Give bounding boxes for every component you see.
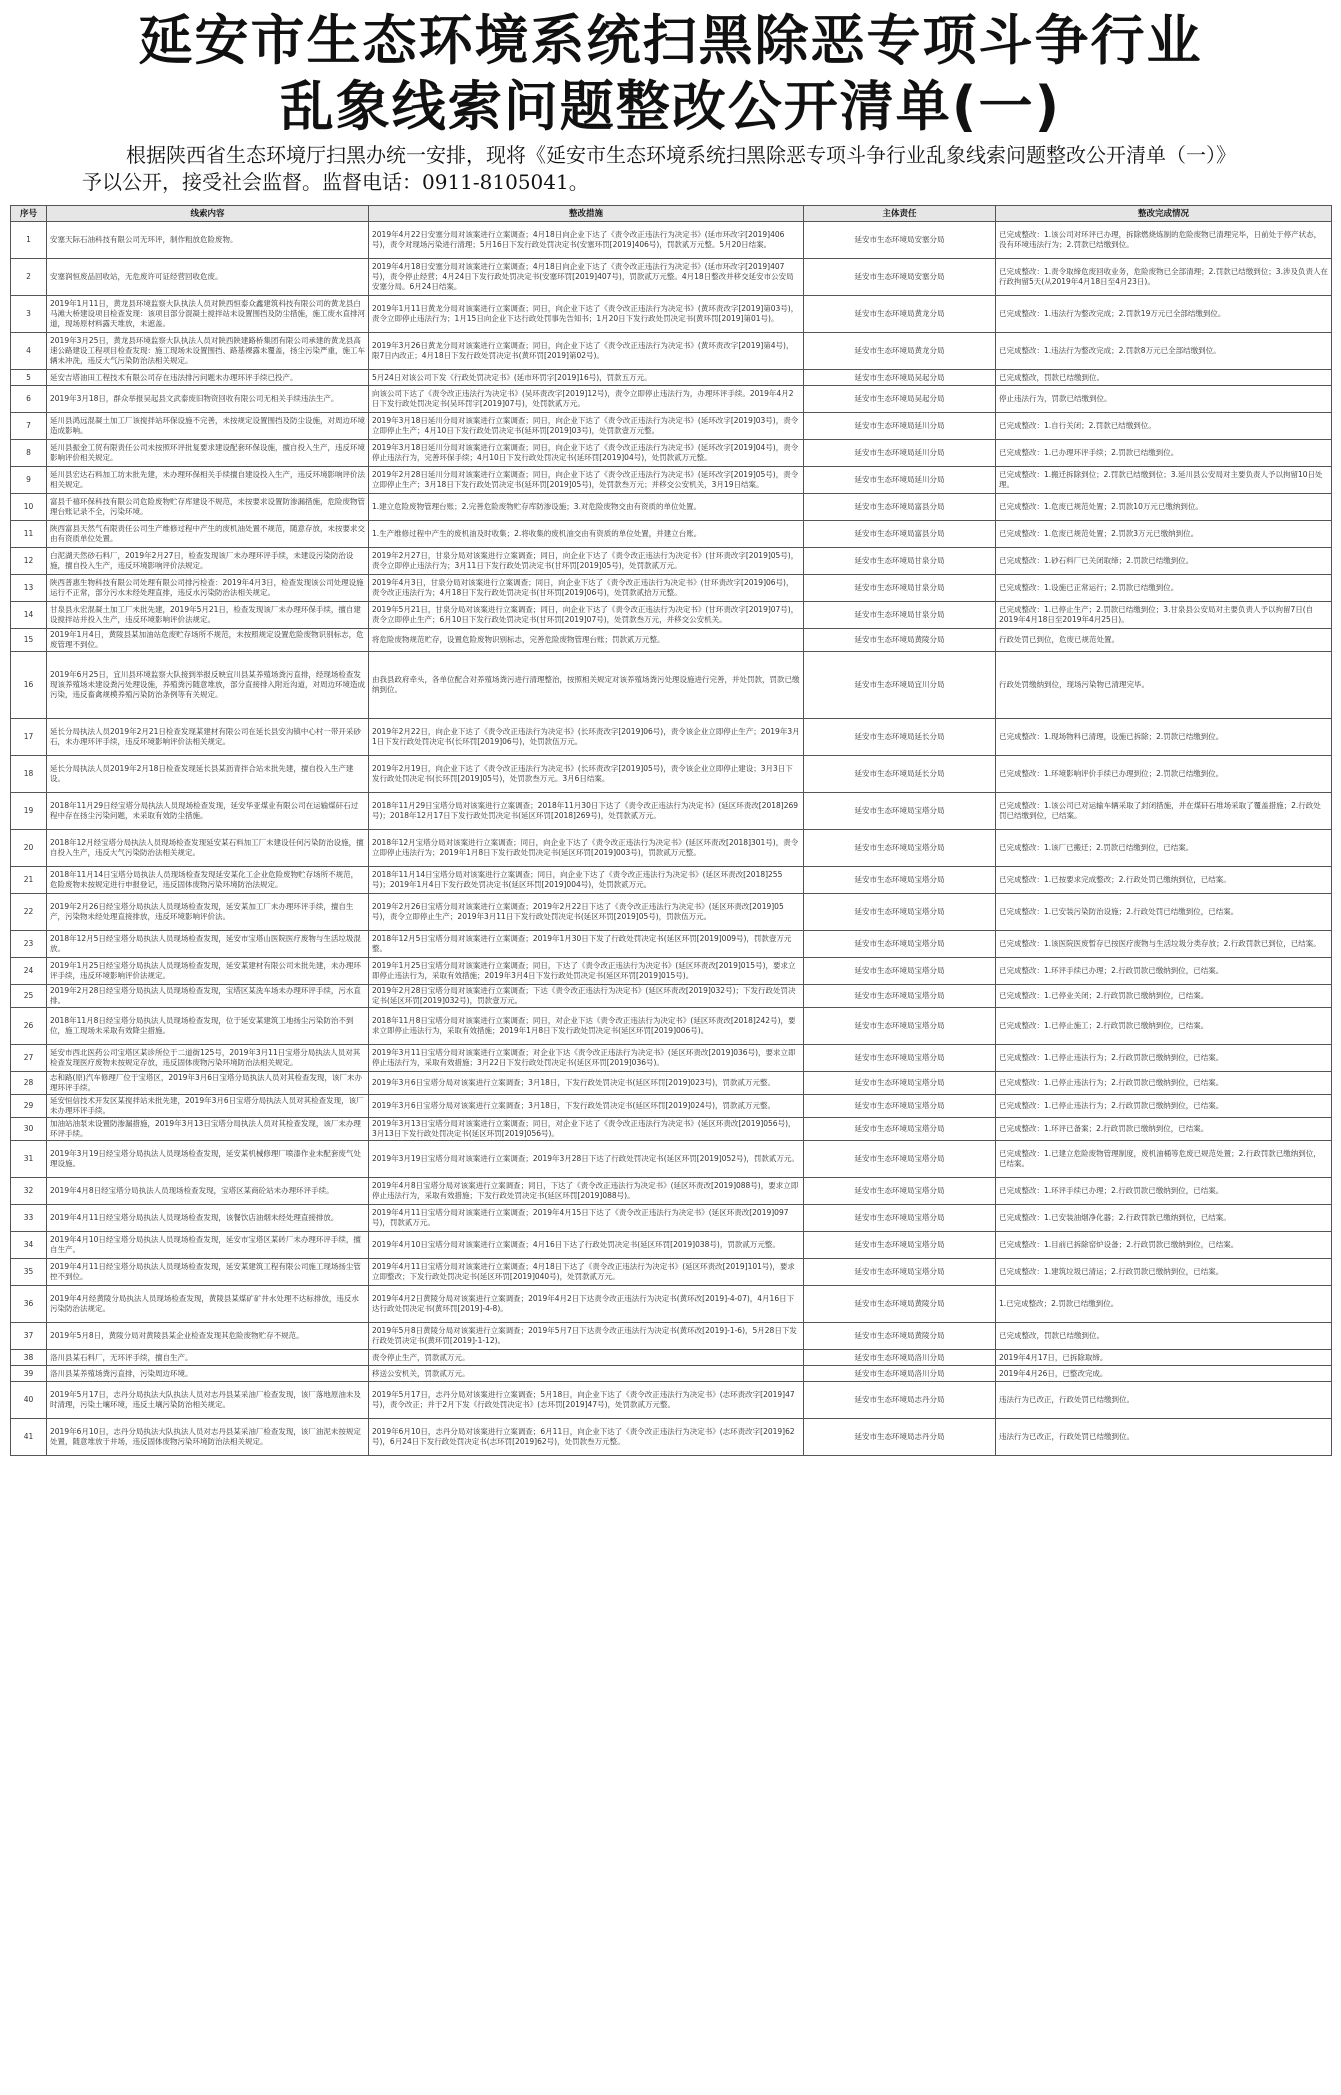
responsible-party: 延安市生态环境局吴起分局 bbox=[804, 370, 996, 386]
responsible-party: 延安市生态环境局富县分局 bbox=[804, 521, 996, 548]
responsible-party: 延安市生态环境局宝塔分局 bbox=[804, 793, 996, 830]
table-row bbox=[11, 386, 1332, 413]
rectification-measures: 2018年11月29日宝塔分局对该案进行立案调查；2018年11月30日下达了《责令改正违法行为决定书》(延区环责改[2018]269号)；2018年12月17日下发行政处罚决定书(延区环罚[2018]269号)，处罚款贰万元。 bbox=[369, 793, 804, 830]
responsible-party: 延安市生态环境局黄龙分局 bbox=[804, 296, 996, 333]
table-row bbox=[11, 958, 1332, 985]
rectification-measures: 责令停止生产，罚款贰万元。 bbox=[369, 1350, 804, 1366]
completion-status: 已完成整改：1.已停止施工；2.行政罚款已缴纳到位，已结案。 bbox=[996, 1008, 1332, 1045]
title-line-1: 延安市生态环境系统扫黑除恶专项斗争行业 bbox=[138, 9, 1203, 72]
completion-status: 已完成整改：1.已安装污染防治设施；2.行政处罚已结缴到位，已结案。 bbox=[996, 894, 1332, 931]
completion-status: 已完成整改：1.设施已正常运行；2.罚款已结缴到位。 bbox=[996, 575, 1332, 602]
rectification-measures: 2018年12月宝塔分局对该案进行立案调查；同日，向企业下达了《责令改正违法行为决定书》(延区环责改[2018]301号)，责令立即停止违法行为；2019年1月8日下发行政处罚决定书(延区环罚[2019]003号)，罚款贰万元整。 bbox=[369, 830, 804, 867]
clue-content: 延安恒信技术开发区某搅拌站未批先建，2019年3月6日宝塔分局执法人员对其检查发现，该厂未办理环评手续。 bbox=[47, 1095, 369, 1118]
rectification-measures: 2019年5月17日，志丹分局对该案进行立案调查；5月18日，向企业下达了《责令改正违法行为决定书》(志环责改字[2019]47号)，责令改正；并于2月下发《行政处罚决定书》(志环罚[2019]47号)，处罚款贰万元整。 bbox=[369, 1382, 804, 1419]
rectification-measures: 1.建立危险废物管理台账；2.完善危险废物贮存库防渗设施；3.对危险废物交由有资质的单位处置。 bbox=[369, 494, 804, 521]
table-row bbox=[11, 440, 1332, 467]
clue-content: 延川县振金工贸有限责任公司未按照环评批复要求建设配套环保设施，擅自投入生产，违反环境影响评价相关规定。 bbox=[47, 440, 369, 467]
completion-status: 已完成整改：1.该公司对环评已办理，拆除燃烧炼制的危险废物已清理完毕，日前处于停产状态，没有环境违法行为；2.罚款已结缴到位。 bbox=[996, 222, 1332, 259]
row-number: 41 bbox=[11, 1419, 47, 1456]
responsible-party: 延安市生态环境局富县分局 bbox=[804, 494, 996, 521]
row-number: 18 bbox=[11, 756, 47, 793]
clue-content: 安塞润恒废品回收站，无危废许可证经营回收危废。 bbox=[47, 259, 369, 296]
clue-content: 延川县鸿远混凝土加工厂该搅拌站环保设施不完善，未按规定设置围挡及防尘设施，对周边环境造成影响。 bbox=[47, 413, 369, 440]
responsible-party: 延安市生态环境局安塞分局 bbox=[804, 259, 996, 296]
responsible-party: 延安市生态环境局宝塔分局 bbox=[804, 1045, 996, 1072]
clue-content: 洛川县某石料厂，无环评手续，擅自生产。 bbox=[47, 1350, 369, 1366]
clue-content: 白泥湖天然砂石料厂，2019年2月27日，检查发现该厂未办理环评手续，未建设污染防治设施，擅自投入生产，违反环境影响评价法规定。 bbox=[47, 548, 369, 575]
clue-content: 延安吉塔油田工程技术有限公司存在违法排污问题未办理环评手续已投产。 bbox=[47, 370, 369, 386]
clue-content: 2019年4月10日经宝塔分局执法人员现场检查发现，延安市宝塔区某砖厂未办理环评手续，擅自生产。 bbox=[47, 1232, 369, 1259]
rectification-measures: 2018年11月14日宝塔分局对该案进行立案调查；同日，向企业下达了《责令改正违法行为决定书》(延区环责改[2018]255号)；2019年1月4日下发行政处罚决定书(延区环罚[2019]004号)，处罚款贰万元。 bbox=[369, 867, 804, 894]
clue-content: 加油站油泵未设置防渗漏措施，2019年3月13日宝塔分局执法人员对其检查发现，该厂未办理环评手续。 bbox=[47, 1118, 369, 1141]
row-number: 22 bbox=[11, 894, 47, 931]
table-row bbox=[11, 1419, 1332, 1456]
rectification-measures: 2019年4月11日宝塔分局对该案进行立案调查；4月18日下达了《责令改正违法行为决定书》(延区环责改[2019]101号)，要求立即整改；下发行政处罚决定书(延区环罚[2019]040号)，处罚款贰万元。 bbox=[369, 1259, 804, 1286]
completion-status: 已完成整改：1.建筑垃圾已清运；2.行政罚款已缴纳到位，已结案。 bbox=[996, 1259, 1332, 1286]
completion-status: 已完成整改：1.目前已拆除窑炉设备；2.行政罚款已缴纳到位，已结案。 bbox=[996, 1232, 1332, 1259]
clue-content: 2019年1月25日经宝塔分局执法人员现场检查发现，延安某建材有限公司未批先建，未办理环评手续，违反环境影响评价法规定。 bbox=[47, 958, 369, 985]
clue-content: 陕西普惠生物科技有限公司处理有限公司排污检查：2019年4月3日，检查发现该公司处理设施运行不正常，部分污水未经处理直排，违反水污染防治法相关规定。 bbox=[47, 575, 369, 602]
table-row bbox=[11, 985, 1332, 1008]
responsible-party: 延安市生态环境局延长分局 bbox=[804, 756, 996, 793]
table-row bbox=[11, 1323, 1332, 1350]
clue-content: 2019年4月8日经宝塔分局执法人员现场检查发现，宝塔区某商砼站未办理环评手续。 bbox=[47, 1178, 369, 1205]
completion-status: 已完成整改：1.现场物料已清理，设施已拆除；2.罚款已结缴到位。 bbox=[996, 719, 1332, 756]
completion-status: 已完成整改：1.环评已备案；2.行政罚款已缴纳到位，已结案。 bbox=[996, 1118, 1332, 1141]
row-number: 14 bbox=[11, 602, 47, 629]
row-number: 1 bbox=[11, 222, 47, 259]
clue-content: 2018年12月经宝塔分局执法人员现场检查发现延安某石料加工厂未建设任何污染防治设施，擅自投入生产，违反大气污染防治法相关规定。 bbox=[47, 830, 369, 867]
table-row bbox=[11, 521, 1332, 548]
rectification-measures: 向该公司下达了《责令改正违法行为决定书》(吴环责改字[2019]12号)，责令立即停止违法行为，办理环评手续。2019年4月2日下发行政处罚决定书(吴环罚字[2019]07号)，处罚款贰万元。 bbox=[369, 386, 804, 413]
table-row bbox=[11, 494, 1332, 521]
row-number: 6 bbox=[11, 386, 47, 413]
row-number: 27 bbox=[11, 1045, 47, 1072]
clue-content: 2019年4月经黄陵分局执法人员现场检查发现，黄陵县某煤矿矿井水处理不达标排放，违反水污染防治法规定。 bbox=[47, 1286, 369, 1323]
clue-content: 2019年4月11日经宝塔分局执法人员现场检查发现，延安某建筑工程有限公司施工现场扬尘管控不到位。 bbox=[47, 1259, 369, 1286]
responsible-party: 延安市生态环境局志丹分局 bbox=[804, 1382, 996, 1419]
clue-content: 2018年12月5日经宝塔分局执法人员现场检查发现，延安市宝塔山医院医疗废物与生活垃圾混放。 bbox=[47, 931, 369, 958]
row-number: 25 bbox=[11, 985, 47, 1008]
rectification-measures: 2019年1月11日黄龙分局对该案进行立案调查；同日，向企业下达了《责令改正违法行为决定书》(黄环责改字[2019]第03号)，责令立即停止违法行为；1月15日向企业下达行政处罚事先告知书；1月20日下发行政处罚决定书(黄环罚[2019]第01号)。 bbox=[369, 296, 804, 333]
responsible-party: 延安市生态环境局宝塔分局 bbox=[804, 894, 996, 931]
row-number: 8 bbox=[11, 440, 47, 467]
clue-content: 2019年1月4日，黄陵县某加油站危废贮存场所不规范，未按照规定设置危险废物识别标志，危废管理不到位。 bbox=[47, 629, 369, 652]
responsible-party: 延安市生态环境局安塞分局 bbox=[804, 222, 996, 259]
row-number: 39 bbox=[11, 1366, 47, 1382]
responsible-party: 延安市生态环境局宝塔分局 bbox=[804, 867, 996, 894]
rectification-measures: 2019年3月18日延川分局对该案进行立案调查；同日，向企业下达了《责令改正违法行为决定书》(延环改字[2019]03号)，责令立即停止生产；4月10日下发行政处罚决定书(延环罚[2019]03号)，处罚款壹万元整。 bbox=[369, 413, 804, 440]
header-no: 序号 bbox=[11, 206, 47, 222]
rectification-measures: 2019年3月26日黄龙分局对该案进行立案调查；同日，向企业下达了《责令改正违法行为决定书》(黄环责改字[2019]第4号)，限7日内改正；4月18日下发行政处罚决定书(黄环罚[2019]第02号)。 bbox=[369, 333, 804, 370]
rectification-measures: 2019年2月19日，向企业下达了《责令改正违法行为决定书》(长环责改字[2019]05号)，责令该企业立即停止建设；3月3日下发行政处罚决定书(长环罚[2019]05号)，处罚款叁万元。3月6日结案。 bbox=[369, 756, 804, 793]
header-responsibility: 主体责任 bbox=[804, 206, 996, 222]
completion-status: 已完成整改：1.已安装油烟净化器；2.行政罚款已缴纳到位，已结案。 bbox=[996, 1205, 1332, 1232]
rectification-measures: 2019年3月19日宝塔分局对该案进行立案调查；2019年3月28日下达了行政处罚决定书(延区环罚[2019]052号)，罚款贰万元。 bbox=[369, 1141, 804, 1178]
responsible-party: 延安市生态环境局甘泉分局 bbox=[804, 548, 996, 575]
row-number: 23 bbox=[11, 931, 47, 958]
responsible-party: 延安市生态环境局宝塔分局 bbox=[804, 1072, 996, 1095]
completion-status: 1.已完成整改；2.罚款已结缴到位。 bbox=[996, 1286, 1332, 1323]
table-row bbox=[11, 894, 1332, 931]
responsible-party: 延安市生态环境局宜川分局 bbox=[804, 652, 996, 719]
table-row bbox=[11, 1382, 1332, 1419]
table-row bbox=[11, 756, 1332, 793]
table-row bbox=[11, 629, 1332, 652]
row-number: 20 bbox=[11, 830, 47, 867]
row-number: 37 bbox=[11, 1323, 47, 1350]
rectification-measures: 2019年2月22日，向企业下达了《责令改正违法行为决定书》(长环责改字[2019]06号)，责令该企业立即停止生产；2019年3月1日下发行政处罚决定书(长环罚[2019]06号)，处罚款伍万元。 bbox=[369, 719, 804, 756]
row-number: 9 bbox=[11, 467, 47, 494]
rectification-measures: 2018年11月8日宝塔分局对该案进行立案调查；同日，对企业下达《责令改正违法行为决定书》(延区环责改[2018]242号)，要求立即停止违法行为，采取有效措施；2019年1月8日下发行政处罚决定书(延区环罚[2019]006号)。 bbox=[369, 1008, 804, 1045]
responsible-party: 延安市生态环境局宝塔分局 bbox=[804, 1259, 996, 1286]
rectification-measures: 2019年3月6日宝塔分局对该案进行立案调查；3月18日，下发行政处罚决定书(延区环罚[2019]024号)，罚款贰万元整。 bbox=[369, 1095, 804, 1118]
rectification-table bbox=[10, 205, 1332, 1456]
row-number: 19 bbox=[11, 793, 47, 830]
table-row bbox=[11, 931, 1332, 958]
table-row bbox=[11, 296, 1332, 333]
completion-status: 违法行为已改正，行政处罚已结缴到位。 bbox=[996, 1419, 1332, 1456]
rectification-measures: 2019年4月11日宝塔分局对该案进行立案调查；2019年4月15日下达了《责令改正违法行为决定书》(延区环责改[2019]097号)，罚款贰万元。 bbox=[369, 1205, 804, 1232]
clue-content: 延长分局执法人员2019年2月21日检查发现某建材有限公司在延长县安沟镇中心村一带开采砂石，未办理环评手续，违反环境影响评价法相关规定。 bbox=[47, 719, 369, 756]
table-row bbox=[11, 333, 1332, 370]
clue-content: 2019年3月19日经宝塔分局执法人员现场检查发现，延安某机械修理厂喷漆作业未配套废气处理设施。 bbox=[47, 1141, 369, 1178]
clue-content: 2019年4月11日经宝塔分局执法人员现场检查发现，该餐饮店油烟未经处理直接排放。 bbox=[47, 1205, 369, 1232]
row-number: 35 bbox=[11, 1259, 47, 1286]
responsible-party: 延安市生态环境局宝塔分局 bbox=[804, 958, 996, 985]
table-row bbox=[11, 370, 1332, 386]
clue-content: 陕西富县天然气有限责任公司生产维修过程中产生的废机油处置不规范，随意存放，未按要求交由有资质单位处置。 bbox=[47, 521, 369, 548]
table-row bbox=[11, 652, 1332, 719]
table-row bbox=[11, 719, 1332, 756]
row-number: 12 bbox=[11, 548, 47, 575]
rectification-measures: 移送公安机关，罚款贰万元。 bbox=[369, 1366, 804, 1382]
completion-status: 已完成整改：1.环境影响评价手续已办理到位；2.罚款已结缴到位。 bbox=[996, 756, 1332, 793]
row-number: 7 bbox=[11, 413, 47, 440]
table-row bbox=[11, 1205, 1332, 1232]
responsible-party: 延安市生态环境局延川分局 bbox=[804, 440, 996, 467]
completion-status: 已完成整改，罚款已结缴到位。 bbox=[996, 1323, 1332, 1350]
rectification-measures: 2019年4月2日黄陵分局对该案进行立案调查；2019年4月2日下达责令改正违法行为决定书(黄环改[2019]-4-07)，4月16日下达行政处罚决定书(黄环罚[2019]-4-8)。 bbox=[369, 1286, 804, 1323]
responsible-party: 延安市生态环境局洛川分局 bbox=[804, 1366, 996, 1382]
responsible-party: 延安市生态环境局延长分局 bbox=[804, 719, 996, 756]
responsible-party: 延安市生态环境局宝塔分局 bbox=[804, 1141, 996, 1178]
table-row bbox=[11, 1008, 1332, 1045]
clue-content: 2018年11月29日经宝塔分局执法人员现场检查发现，延安华亚煤业有限公司在运输煤矸石过程中存在扬尘污染问题，未采取有效防尘措施。 bbox=[47, 793, 369, 830]
page-title bbox=[0, 8, 1341, 140]
responsible-party: 延安市生态环境局宝塔分局 bbox=[804, 830, 996, 867]
table-row bbox=[11, 793, 1332, 830]
rectification-measures: 2019年4月8日宝塔分局对该案进行立案调查；同日，下达了《责令改正违法行为决定书》(延区环责改[2019]088号)，要求立即停止违法行为，采取有效措施；下发行政处罚决定书(延区环罚[2019]088号)。 bbox=[369, 1178, 804, 1205]
rectification-measures: 2019年2月28日延川分局对该案进行立案调查；同日，向企业下达了《责令改正违法行为决定书》(延环改字[2019]05号)，责令立即停止生产；3月18日下发行政处罚决定书(延环罚[2019]05号)，处罚款叁万元；并移交公安机关，3月19日结案。 bbox=[369, 467, 804, 494]
row-number: 34 bbox=[11, 1232, 47, 1259]
table-row bbox=[11, 1072, 1332, 1095]
row-number: 31 bbox=[11, 1141, 47, 1178]
row-number: 29 bbox=[11, 1095, 47, 1118]
row-number: 24 bbox=[11, 958, 47, 985]
completion-status: 已完成整改：1.已停止违法行为；2.行政罚款已缴纳到位，已结案。 bbox=[996, 1045, 1332, 1072]
responsible-party: 延安市生态环境局宝塔分局 bbox=[804, 1008, 996, 1045]
table-row bbox=[11, 222, 1332, 259]
completion-status: 已完成整改：1.砂石料厂已关闭取缔；2.罚款已结缴到位。 bbox=[996, 548, 1332, 575]
rectification-measures: 5月24日对该公司下发《行政处罚决定书》(延市环罚字[2019]16号)，罚款五万元。 bbox=[369, 370, 804, 386]
table-row bbox=[11, 1095, 1332, 1118]
responsible-party: 延安市生态环境局宝塔分局 bbox=[804, 1178, 996, 1205]
clue-content: 2019年3月18日，群众举报吴起县文武泰废旧物资回收有限公司无相关手续违法生产。 bbox=[47, 386, 369, 413]
clue-content: 2018年11月8日经宝塔分局执法人员现场检查发现，位于延安某建筑工地扬尘污染防治不到位，施工现场未采取有效降尘措施。 bbox=[47, 1008, 369, 1045]
rectification-measures: 2019年5月21日，甘泉分局对该案进行立案调查；同日，向企业下达了《责令改正违法行为决定书》(甘环责改字[2019]07号)，责令立即停止生产；6月10日下发行政处罚决定书(甘环罚[2019]07号)，处罚款叁万元，并移交公安机关。 bbox=[369, 602, 804, 629]
table-row bbox=[11, 1366, 1332, 1382]
rectification-measures: 2019年4月3日，甘泉分局对该案进行立案调查；同日，向企业下达了《责令改正违法行为决定书》(甘环责改字[2019]06号)，责令改正违法行为；4月18日下发行政处罚决定书(甘环罚[2019]06号)，处罚款贰拾万元整。 bbox=[369, 575, 804, 602]
completion-status: 2019年4月17日，已拆除取缔。 bbox=[996, 1350, 1332, 1366]
table-row bbox=[11, 867, 1332, 894]
row-number: 3 bbox=[11, 296, 47, 333]
row-number: 4 bbox=[11, 333, 47, 370]
table-row bbox=[11, 1178, 1332, 1205]
rectification-measures: 2019年1月25日宝塔分局对该案进行立案调查；同日，下达了《责令改正违法行为决定书》(延区环责改[2019]015号)，要求立即停止违法行为，采取有效措施；2019年3月4日下发行政处罚决定书(延区环罚[2019]015号)。 bbox=[369, 958, 804, 985]
completion-status: 已完成整改：1.危废已规范处置；2.罚款10万元已缴纳到位。 bbox=[996, 494, 1332, 521]
rectification-measures: 2019年2月26日宝塔分局对该案进行立案调查；2019年2月22日下达了《责令改正违法行为决定书》(延区环责改[2019]05号)，责令立即停止生产；2019年3月11日下发行政处罚决定书(延区环罚[2019]05号)，罚款伍万元。 bbox=[369, 894, 804, 931]
rectification-measures: 2019年2月28日宝塔分局对该案进行立案调查；下达《责令改正违法行为决定书》(延区环责改[2019]032号)；下发行政处罚决定书(延区环罚[2019]032号)，罚款壹万元。 bbox=[369, 985, 804, 1008]
clue-content: 延川县宏达石料加工坊未批先建，未办理环保相关手续擅自建设投入生产，违反环境影响评价法相关规定。 bbox=[47, 467, 369, 494]
row-number: 33 bbox=[11, 1205, 47, 1232]
header-measures: 整改措施 bbox=[369, 206, 804, 222]
completion-status: 已完成整改，罚款已结缴到位。 bbox=[996, 370, 1332, 386]
responsible-party: 延安市生态环境局洛川分局 bbox=[804, 1350, 996, 1366]
intro-line-2: 予以公开，接受社会监督。监督电话：0911-8105041。 bbox=[82, 170, 589, 194]
completion-status: 违法行为已改正，行政处罚已结缴到位。 bbox=[996, 1382, 1332, 1419]
table-row bbox=[11, 1259, 1332, 1286]
completion-status: 行政处罚缴纳到位，现场污染物已清理完毕。 bbox=[996, 652, 1332, 719]
completion-status: 已完成整改：1.环评手续已办理；2.行政罚款已缴纳到位，已结案。 bbox=[996, 1178, 1332, 1205]
row-number: 21 bbox=[11, 867, 47, 894]
clue-content: 2019年2月26日经宝塔分局执法人员现场检查发现，延安某加工厂未办理环评手续，擅自生产，污染物未经处理直接排放，违反环境影响评价法。 bbox=[47, 894, 369, 931]
rectification-measures: 2019年5月8日黄陵分局对该案进行立案调查；2019年5月7日下达责令改正违法行为决定书(黄环改[2019]-1-6)，5月28日下发行政处罚决定书(黄环罚[2019]-1-12)。 bbox=[369, 1323, 804, 1350]
intro-line-1: 根据陕西省生态环境厅扫黑办统一安排，现将《延安市生态环境系统扫黑除恶专项斗争行业乱象线索问题整改公开清单（一）》 bbox=[126, 143, 1236, 167]
rectification-measures: 2019年2月27日，甘泉分局对该案进行立案调查；同日，向企业下达了《责令改正违法行为决定书》(甘环责改字[2019]05号)，责令立即停止违法行为；3月11日下发行政处罚决定书(甘环罚[2019]05号)，处罚款贰万元。 bbox=[369, 548, 804, 575]
table-header-row bbox=[11, 206, 1332, 222]
table-row bbox=[11, 1350, 1332, 1366]
completion-status: 已完成整改：1.已按要求完成整改；2.行政处罚已缴纳到位，已结案。 bbox=[996, 867, 1332, 894]
clue-content: 富县千禧环保科技有限公司危险废物贮存库建设不规范，未按要求设置防渗漏措施，危险废物管理台账记录不全，污染环境。 bbox=[47, 494, 369, 521]
clue-content: 志和路(原)汽车修理厂位于宝塔区，2019年3月6日宝塔分局执法人员对其检查发现，该厂未办理环评手续。 bbox=[47, 1072, 369, 1095]
responsible-party: 延安市生态环境局宝塔分局 bbox=[804, 985, 996, 1008]
table-row bbox=[11, 1232, 1332, 1259]
responsible-party: 延安市生态环境局宝塔分局 bbox=[804, 1205, 996, 1232]
responsible-party: 延安市生态环境局宝塔分局 bbox=[804, 1118, 996, 1141]
completion-status: 已完成整改：1.已办理环评手续；2.罚款已结缴到位。 bbox=[996, 440, 1332, 467]
rectification-measures: 2019年3月6日宝塔分局对该案进行立案调查；3月18日，下发行政处罚决定书(延区环罚[2019]023号)，罚款贰万元整。 bbox=[369, 1072, 804, 1095]
row-number: 2 bbox=[11, 259, 47, 296]
responsible-party: 延安市生态环境局甘泉分局 bbox=[804, 602, 996, 629]
clue-content: 2019年1月11日，黄龙县环境监察大队执法人员对陕西恒泰众鑫建筑科技有限公司的黄龙县白马滩大桥建设项目检查发现：该项目部分混凝土搅拌站未设置围挡及防尘措施，施工废水直排河道，现场原材料露天堆放，未遮盖。 bbox=[47, 296, 369, 333]
row-number: 10 bbox=[11, 494, 47, 521]
row-number: 26 bbox=[11, 1008, 47, 1045]
clue-content: 2019年6月10日，志丹分局执法大队执法人员对志丹县某采油厂检查发现，该厂油泥未按规定处置，随意堆放于井场，违反固体废物污染环境防治法相关规定。 bbox=[47, 1419, 369, 1456]
completion-status: 已完成整改：1.该公司已对运输车辆采取了封闭措施，并在煤矸石堆场采取了覆盖措施；2.行政处罚已结缴到位，已结案。 bbox=[996, 793, 1332, 830]
row-number: 13 bbox=[11, 575, 47, 602]
rectification-measures: 2018年12月5日宝塔分局对该案进行立案调查；2019年1月30日下发了行政处罚决定书(延区环罚[2019]009号)，罚款壹万元整。 bbox=[369, 931, 804, 958]
table-row bbox=[11, 413, 1332, 440]
completion-status: 已完成整改：1.已停止生产；2.罚款已结缴到位；3.甘泉县公安局对主要负责人予以拘留7日(自2019年4月18日至2019年4月25日)。 bbox=[996, 602, 1332, 629]
responsible-party: 延安市生态环境局黄陵分局 bbox=[804, 1286, 996, 1323]
responsible-party: 延安市生态环境局黄龙分局 bbox=[804, 333, 996, 370]
responsible-party: 延安市生态环境局宝塔分局 bbox=[804, 1095, 996, 1118]
table-row bbox=[11, 830, 1332, 867]
clue-content: 甘泉县永宏混凝土加工厂未批先建，2019年5月21日，检查发现该厂未办理环保手续，擅自建设搅拌站并投入生产，违反环境影响评价法规定。 bbox=[47, 602, 369, 629]
responsible-party: 延安市生态环境局甘泉分局 bbox=[804, 575, 996, 602]
row-number: 16 bbox=[11, 652, 47, 719]
responsible-party: 延安市生态环境局黄陵分局 bbox=[804, 1323, 996, 1350]
clue-content: 延安市西北医药公司宝塔区某诊所位于二道街125号，2019年3月11日宝塔分局执法人员对其检查发现医疗废物未按规定存放，违反固体废物污染环境防治法相关规定。 bbox=[47, 1045, 369, 1072]
responsible-party: 延安市生态环境局宝塔分局 bbox=[804, 1232, 996, 1259]
completion-status: 停止违法行为，罚款已结缴到位。 bbox=[996, 386, 1332, 413]
clue-content: 2019年5月17日，志丹分局执法大队执法人员对志丹县某采油厂检查发现，该厂落地原油未及时清理，污染土壤环境，违反土壤污染防治相关规定。 bbox=[47, 1382, 369, 1419]
clue-content: 2019年2月28日经宝塔分局执法人员现场检查发现，宝塔区某洗车场未办理环评手续，污水直排。 bbox=[47, 985, 369, 1008]
clue-content: 2018年11月14日宝塔分局执法人员现场检查发现延安某化工企业危险废物贮存场所不规范，危险废物未按规定进行申报登记，违反固体废物污染环境防治法规定。 bbox=[47, 867, 369, 894]
row-number: 17 bbox=[11, 719, 47, 756]
rectification-measures: 2019年4月10日宝塔分局对该案进行立案调查；4月16日下达了行政处罚决定书(延区环罚[2019]038号)，罚款贰万元整。 bbox=[369, 1232, 804, 1259]
clue-content: 2019年6月25日，宜川县环境监察大队接到举报反映宜川县某养殖场粪污直排，经现场检查发现该养殖场未建设粪污处理设施，养殖粪污随意堆放，部分直接排入附近沟道，对周边环境造成污染，违反畜禽规模养殖污染防治条例等有关规定。 bbox=[47, 652, 369, 719]
clue-content: 延长分局执法人员2019年2月18日检查发现延长县某沥青拌合站未批先建，擅自投入生产建设。 bbox=[47, 756, 369, 793]
completion-status: 已完成整改：1.环评手续已办理；2.行政罚款已缴纳到位，已结案。 bbox=[996, 958, 1332, 985]
clue-content: 2019年3月25日，黄龙县环境监察大队执法人员对陕西陕建路桥集团有限公司承建的黄龙县高速公路建设工程项目检查发现：施工现场未设置围挡、路基裸露未覆盖，扬尘污染严重，施工车辆未冲洗，违反大气污染防治法相关规定。 bbox=[47, 333, 369, 370]
row-number: 15 bbox=[11, 629, 47, 652]
completion-status: 行政处罚已到位，危废已规范处置。 bbox=[996, 629, 1332, 652]
rectification-measures: 1.生产维修过程中产生的废机油及时收集；2.将收集的废机油交由有资质的单位处置，并建立台账。 bbox=[369, 521, 804, 548]
clue-content: 安塞天际石油科技有限公司无环评，制作粗放危险废物。 bbox=[47, 222, 369, 259]
clue-content: 洛川县某养殖场粪污直排，污染周边环境。 bbox=[47, 1366, 369, 1382]
rectification-measures: 将危险废物规范贮存，设置危险废物识别标志，完善危险废物管理台账；罚款贰万元整。 bbox=[369, 629, 804, 652]
table-row bbox=[11, 1286, 1332, 1323]
responsible-party: 延安市生态环境局志丹分局 bbox=[804, 1419, 996, 1456]
title-line-2: 乱象线索问题整改公开清单(一) bbox=[279, 75, 1062, 138]
rectification-measures: 2019年6月10日，志丹分局对该案进行立案调查；6月11日，向企业下达了《责令改正违法行为决定书》(志环责改字[2019]62号)，6月24日下发行政处罚决定书(志环罚[2019]62号)，处罚款叁万元整。 bbox=[369, 1419, 804, 1456]
table-row bbox=[11, 1118, 1332, 1141]
rectification-measures: 2019年4月18日安塞分局对该案进行立案调查；4月18日向企业下达了《责令改正违法行为决定书》(延市环改字[2019]407号)，责令停止经营；4月24日下发行政处罚决定书(安塞环罚[2019]407号)，罚款贰万元整。4月18日整改并移交延安市公安局安塞分局。6月24日结案。 bbox=[369, 259, 804, 296]
completion-status: 已完成整改：1.已停业关闭；2.行政罚款已缴纳到位，已结案。 bbox=[996, 985, 1332, 1008]
completion-status: 已完成整改：1.搬迁拆除到位；2.罚款已结缴到位；3.延川县公安局对主要负责人予以拘留10日处理。 bbox=[996, 467, 1332, 494]
header-status: 整改完成情况 bbox=[996, 206, 1332, 222]
table-row bbox=[11, 467, 1332, 494]
responsible-party: 延安市生态环境局吴起分局 bbox=[804, 386, 996, 413]
row-number: 11 bbox=[11, 521, 47, 548]
completion-status: 已完成整改：1.自行关闭；2.罚款已结缴到位。 bbox=[996, 413, 1332, 440]
rectification-measures: 2019年3月11日宝塔分局对该案进行立案调查；对企业下达《责令改正违法行为决定书》(延区环责改[2019]036号)，要求立即停止违法行为，采取有效措施；3月22日下发行政处罚决定书(延区环罚[2019]036号)。 bbox=[369, 1045, 804, 1072]
intro-paragraph bbox=[82, 142, 1302, 196]
row-number: 30 bbox=[11, 1118, 47, 1141]
table-row bbox=[11, 259, 1332, 296]
header-content: 线索内容 bbox=[47, 206, 369, 222]
completion-status: 已完成整改：1.已建立危险废物管理制度，废机油桶等危废已规范处置；2.行政罚款已缴纳到位，已结案。 bbox=[996, 1141, 1332, 1178]
completion-status: 已完成整改：1.违法行为整改完成；2.罚款19万元已全部结缴到位。 bbox=[996, 296, 1332, 333]
table-row bbox=[11, 575, 1332, 602]
table-row bbox=[11, 1141, 1332, 1178]
table-row bbox=[11, 602, 1332, 629]
rectification-measures: 2019年4月22日安塞分局对该案进行立案调查；4月18日向企业下达了《责令改正违法行为决定书》(延市环改字[2019]406号)，责令对现场污染进行清理；5月16日下发行政处罚决定书(安塞环罚[2019]406号)，罚款贰万元整。5月20日结案。 bbox=[369, 222, 804, 259]
responsible-party: 延安市生态环境局黄陵分局 bbox=[804, 629, 996, 652]
clue-content: 2019年5月8日，黄陵分局对黄陵县某企业检查发现其危险废物贮存不规范。 bbox=[47, 1323, 369, 1350]
table-row bbox=[11, 548, 1332, 575]
responsible-party: 延安市生态环境局宝塔分局 bbox=[804, 931, 996, 958]
rectification-measures: 由我县政府牵头，各单位配合对养殖场粪污进行清理整治，按照相关规定对该养殖场粪污处理设施进行完善，并处罚款，罚款已缴纳到位。 bbox=[369, 652, 804, 719]
row-number: 5 bbox=[11, 370, 47, 386]
row-number: 40 bbox=[11, 1382, 47, 1419]
rectification-measures: 2019年3月13日宝塔分局对该案进行立案调查；同日，对企业下达了《责令改正违法行为决定书》(延区环责改[2019]056号)，3月13日下发行政处罚决定书(延区环罚[2019]056号)。 bbox=[369, 1118, 804, 1141]
completion-status: 已完成整改：1.违法行为整改完成；2.罚款8万元已全部结缴到位。 bbox=[996, 333, 1332, 370]
row-number: 38 bbox=[11, 1350, 47, 1366]
responsible-party: 延安市生态环境局延川分局 bbox=[804, 467, 996, 494]
completion-status: 已完成整改：1.已停止违法行为；2.行政罚款已缴纳到位，已结案。 bbox=[996, 1072, 1332, 1095]
row-number: 28 bbox=[11, 1072, 47, 1095]
completion-status: 已完成整改：1.危废已规范处置；2.罚款3万元已缴纳到位。 bbox=[996, 521, 1332, 548]
completion-status: 已完成整改：1.已停止违法行为；2.行政罚款已缴纳到位，已结案。 bbox=[996, 1095, 1332, 1118]
completion-status: 2019年4月26日，已整改完成。 bbox=[996, 1366, 1332, 1382]
row-number: 32 bbox=[11, 1178, 47, 1205]
completion-status: 已完成整改：1.责令取缔危废回收业务，危险废物已全部清理；2.罚款已结缴到位；3.涉及负责人在行政拘留5天(从2019年4月18日至4月23日)。 bbox=[996, 259, 1332, 296]
completion-status: 已完成整改：1.该医院医废暂存已按医疗废物与生活垃圾分类存放；2.行政罚款已到位，已结案。 bbox=[996, 931, 1332, 958]
rectification-measures: 2019年3月18日延川分局对该案进行立案调查；同日，向企业下达了《责令改正违法行为决定书》(延环改字[2019]04号)，责令停止违法行为，完善环保手续；4月10日下发行政处罚决定书(延环罚[2019]04号)，处罚款贰万元整。 bbox=[369, 440, 804, 467]
table-row bbox=[11, 1045, 1332, 1072]
completion-status: 已完成整改：1.该厂已搬迁；2.罚款已结缴到位，已结案。 bbox=[996, 830, 1332, 867]
row-number: 36 bbox=[11, 1286, 47, 1323]
responsible-party: 延安市生态环境局延川分局 bbox=[804, 413, 996, 440]
